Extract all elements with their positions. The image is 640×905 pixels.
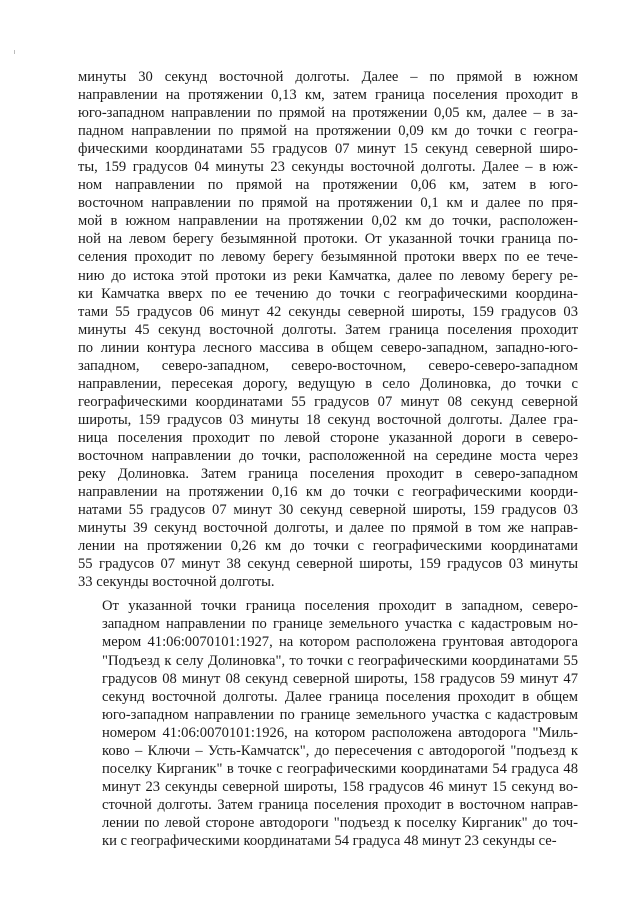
text-line: лении по левой стороне автодороги "подъезд к поселку Кирганик" до точ-	[102, 814, 578, 831]
text-line: лении на протяжении 0,26 км до точки с географическими координатами	[78, 538, 578, 555]
document-page	[78, 68, 578, 850]
text-line: 55 градусов 07 минут 38 секунд северной широты, 159 градусов 03 минуты	[78, 556, 578, 573]
text-line: юго-западном направлении по прямой на протяжении 0,05 км, далее – в за-	[78, 105, 578, 122]
text-line: От указанной точки граница поселения проходит в западном, северо-	[102, 598, 578, 615]
text-line: натами 55 градусов 07 минут 30 секунд северной широты, 159 градусов 03	[78, 502, 578, 519]
text-line: "Подъезд к селу Долиновка", то точки с географическими координатами 55	[102, 652, 578, 669]
text-line: по линии контура лесного массива в общем северо-западном, западно-юго-	[78, 339, 578, 356]
paragraph	[78, 597, 578, 850]
text-line: ки Камчатка вверх по ее течению до точки с географическими координа-	[78, 285, 578, 302]
text-line: поселку Кирганик" в точке с географическими координатами 54 градуса 48	[102, 760, 578, 777]
text-line: секунд восточной долготы. Далее граница поселения проходит в общем	[102, 688, 578, 705]
text-line: восточном направлении по прямой на протяжении 0,1 км и далее по пря-	[78, 195, 578, 212]
paragraph	[78, 68, 578, 591]
text-line: мером 41:06:0070101:1927, на котором расположена грунтовая автодорога	[102, 634, 578, 651]
text-line: мой в южном направлении на протяжении 0,02 км до точки, расположен-	[78, 213, 578, 230]
text-line: минут 23 секунды северной широты, 158 градусов 46 минут 15 секунд во-	[102, 778, 578, 795]
text-line: фическими координатами 55 градусов 07 минут 15 секунд северной широ-	[78, 141, 578, 158]
text-line: юго-западном направлении по границе земельного участка с кадастровым	[102, 706, 578, 723]
text-line: падном направлении по прямой на протяжении 0,09 км до точки с геогра-	[78, 123, 578, 140]
text-line: реку Долиновка. Затем граница поселения проходит в северо-западном	[78, 466, 578, 483]
text-line: номером 41:06:0070101:1926, на котором расположена автодорога "Миль-	[102, 724, 578, 741]
text-line: западном, северо-западном, северо-восточном, северо-северо-западном	[78, 357, 578, 374]
text-line: 33 секунды восточной долготы.	[78, 574, 275, 591]
text-line: тами 55 градусов 06 минут 42 секунды северной широты, 159 градусов 03	[78, 303, 578, 320]
text-line: ки с географическими координатами 54 градуса 48 минут 23 секунды се-	[102, 832, 557, 849]
text-line: минуты 30 секунд восточной долготы. Далее – по прямой в южном	[78, 69, 578, 85]
text-line: западном направлении по границе земельного участка с кадастровым но-	[102, 616, 578, 633]
text-line: ном направлении по прямой на протяжении 0,06 км, затем в юго-	[78, 177, 578, 194]
text-line: минуты 39 секунд восточной долготы, и далее по прямой в том же направ-	[78, 520, 578, 537]
text-line: широты, 159 градусов 03 минуты 18 секунд восточной долготы. Далее гра-	[78, 411, 578, 428]
text-line: ной на левом берегу безымянной протоки. От указанной точки граница по-	[78, 231, 578, 248]
text-line: минуты 45 секунд восточной долготы. Затем граница поселения проходит	[78, 321, 578, 338]
text-line: сточной долготы. Затем граница поселения проходит в восточном направ-	[102, 796, 578, 813]
text-line: ница поселения проходит по левой стороне указанной дороги в северо-	[78, 429, 578, 446]
text-line: нию до истока этой протоки из реки Камчатка, далее по левому берегу ре-	[78, 267, 578, 284]
text-line: направлении на протяжении 0,13 км, затем граница поселения проходит в	[78, 87, 578, 104]
text-line: восточном направлении до точки, расположенной на середине моста через	[78, 447, 578, 464]
text-line: географическими координатами 55 градусов 07 минут 08 секунд северной	[78, 393, 578, 410]
margin-mark	[14, 50, 15, 54]
text-line: селения проходит по левому берегу безымянной протоки вверх по ее тече-	[78, 249, 578, 266]
text-line: градусов 08 минут 08 секунд северной широты, 158 градусов 59 минут 47	[102, 670, 578, 687]
text-line: ково – Ключи – Усть-Камчатск", до пересечения с автодорогой "подъезд к	[102, 742, 578, 759]
text-line: ты, 159 градусов 04 минуты 23 секунды восточной долготы. Далее – в юж-	[78, 159, 578, 176]
text-line: направлении, пересекая дорогу, ведущую в село Долиновка, до точки с	[78, 375, 578, 392]
text-line: направлении на протяжении 0,16 км до точки с географическими коорди-	[78, 484, 578, 501]
